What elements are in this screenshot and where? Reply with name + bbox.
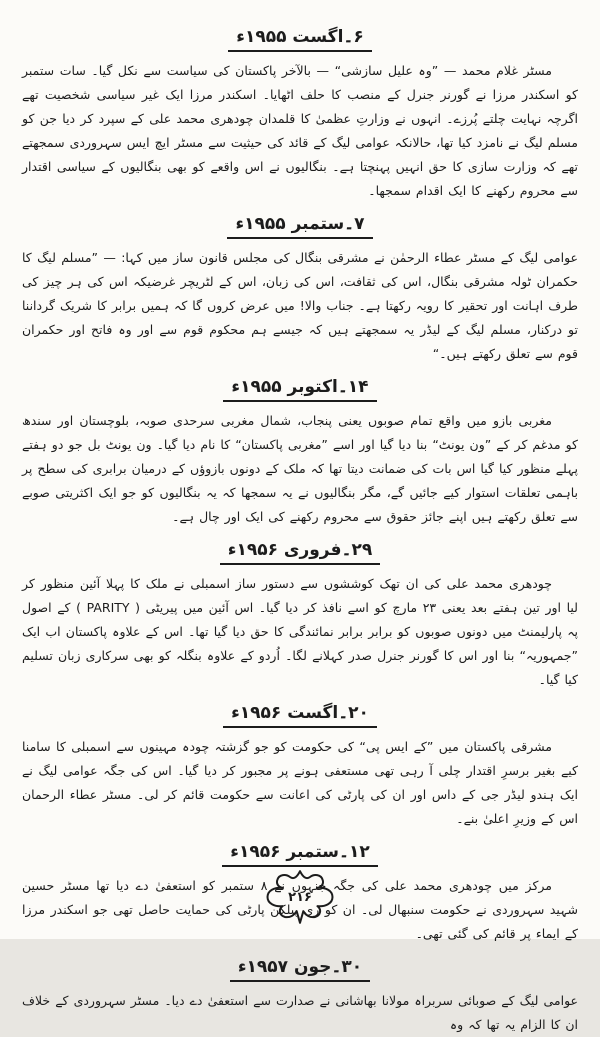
entry-paragraph: عوامی لیگ کے مسٹر عطاء الرحمٰن نے مشرقی بنگال کی مجلس قانون ساز میں کہا: — ”مسلم لیگ کا حکمران ٹولہ مشرقی بنگال، اس کی ثقافت، اس کی زبان، اس کے لٹریچر غرضیکہ اس کی ہر چیز کی طرف اہانت اور تحقیر کا رویہ رکھتا ہے۔ جناب والا! میں عرض کروں گا کہ ہمیں برابر کا شریک گرداننا تو درکنار، مسلم لیگ کے لیڈر یہ سمجھتے ہیں کہ جیسے ہم محکوم قوم سے اور وہ فاتح اور حکمران قوم سے تعلق رکھتے ہیں۔“ <box>22 250 578 361</box>
entry-date: ۱۴۔اکتوبر ۱۹۵۵ء <box>223 376 376 402</box>
entry-paragraph: مسٹر غلام محمد — ”وہ علیل سازشی“ — بالآخر پاکستان کی سیاست سے نکل گیا۔ سات ستمبر کو اسکندر مرزا نے گورنر جنرل کے منصب کا حلف اٹھایا۔ اسکندر مرزا ایک غیر سیاسی شخصیت تھے اگرچہ نہایت چلتے پُرزے۔ انہوں نے وزارتِ عظمیٰ کا قلمدان چودھری محمد علی کے سپرد کر دیا جن کو مسلم لیگ نے نامزد کیا تھا، حالانکہ عوامی لیگ کے قائد کی حیثیت سے مسٹر ایچ ایس سہروردی سمجھتے تھے کہ وزارت سازی کا حق انہیں پہنچتا ہے۔ بنگالیوں نے اس واقعے کو بھی بنگالیوں کے سیاسی اقتدار سے محروم رکھنے کا ایک اقدام سمجھا۔ <box>22 63 578 198</box>
entry-section-4 <box>22 539 578 692</box>
entry-section-2 <box>22 213 578 366</box>
entry-date: ۶۔اگست ۱۹۵۵ء <box>228 26 372 52</box>
entry-date-heading <box>22 956 578 982</box>
entry-date-heading <box>22 26 578 52</box>
entry-section-7 <box>22 956 578 1037</box>
page-footer <box>0 867 600 927</box>
entry-section-5 <box>22 702 578 831</box>
entry-paragraph: چودھری محمد علی کی ان تھک کوششوں سے دستور ساز اسمبلی نے ملک کا پہلا آئین منظور کر لیا اور تین ہفتے بعد یعنی ۲۳ مارچ کو اسے نافذ کر دیا گیا۔ اس آئین میں پیریٹی ( PARITY ) کے اصول پہ پارلیمنٹ میں دونوں صوبوں کو برابر برابر نمائندگی کا حق دیا گیا تھا۔ اس کے علاوہ پاکستان اب ایک ”جمہوریہ“ بنا اور اس کا گورنر جنرل صدر کہلانے لگا۔ اُردو کے علاوہ بنگلہ کو بھی سرکاری زبان تسلیم کیا گیا۔ <box>22 576 578 687</box>
entry-section-1 <box>22 26 578 203</box>
entry-paragraph: عوامی لیگ کے صوبائی سربراہ مولانا بھاشانی نے صدارت سے استعفیٰ دے دیا۔ مسٹر سہروردی کے خلاف ان کا الزام یہ تھا کہ وہ <box>22 993 578 1032</box>
entry-date-heading <box>22 841 578 867</box>
entry-date: ۱۲۔ستمبر ۱۹۵۶ء <box>222 841 377 867</box>
entry-paragraph: مشرقی پاکستان میں ”کے ایس پی“ کی حکومت کو جو گزشتہ چودہ مہینوں سے اسمبلی کا سامنا کیے بغیر برسرِ اقتدار چلی آ رہی تھی مستعفی ہونے پر مجبور کر دیا گیا۔ اس کی جگہ عوامی لیگ نے ایک ہندو لیڈر جی کے داس اور ان کی پارٹی کی اعانت سے حکومت قائم کر لی۔ مسٹر عطاء الرحمان اس کے وزیرِ اعلیٰ بنے۔ <box>22 739 578 826</box>
entry-paragraph: مرکز میں چودھری محمد علی کی جگہ جنہوں نے ۸ ستمبر کو استعفیٰ دے دیا تھا مسٹر حسین شہید سہروردی نے حکومت سنبھال لی۔ ان کو ری پبلکن پارٹی کی حمایت حاصل تھی جو اسکندر مرزا کے ایماء پر قائم کی گئی تھی۔ <box>22 878 578 941</box>
page-number: ۲۱۶ <box>288 890 312 906</box>
entry-date: ۲۰۔اگست ۱۹۵۶ء <box>223 702 377 728</box>
entry-section-3 <box>22 376 578 529</box>
entry-date-heading <box>22 539 578 565</box>
entry-date: ۳۰۔جون ۱۹۵۷ء <box>230 956 370 982</box>
page-number-ornament <box>258 867 342 927</box>
entry-date-heading <box>22 213 578 239</box>
entry-date-heading <box>22 702 578 728</box>
entry-date-heading <box>22 376 578 402</box>
entry-date: ۲۹۔فروری ۱۹۵۶ء <box>220 539 381 565</box>
entry-date: ۷۔ستمبر ۱۹۵۵ء <box>227 213 372 239</box>
entry-paragraph: مغربی بازو میں واقع تمام صوبوں یعنی پنجاب، شمال مغربی سرحدی صوبہ، بلوچستان اور سندھ کو مدغم کر کے ”ون یونٹ“ بنا دیا گیا اور اسے ”مغربی پاکستان“ کا نام دیا گیا۔ ون یونٹ بل جو دو ہفتے پہلے منظور کیا گیا اس بات کی ضمانت دیتا تھا کہ ملک کے دونوں بازوؤں کے درمیان برابری کی سطح پر باہمی تعلقات استوار کیے جائیں گے، مگر بنگالیوں نے یہ سمجھا کہ یہ بنگالیوں کو جو ایک اکثریتی صوبے سے تعلق رکھتے ہیں اپنے جائز حقوق سے محروم رکھنے کی ایک اور چال ہے۔ <box>22 413 578 524</box>
